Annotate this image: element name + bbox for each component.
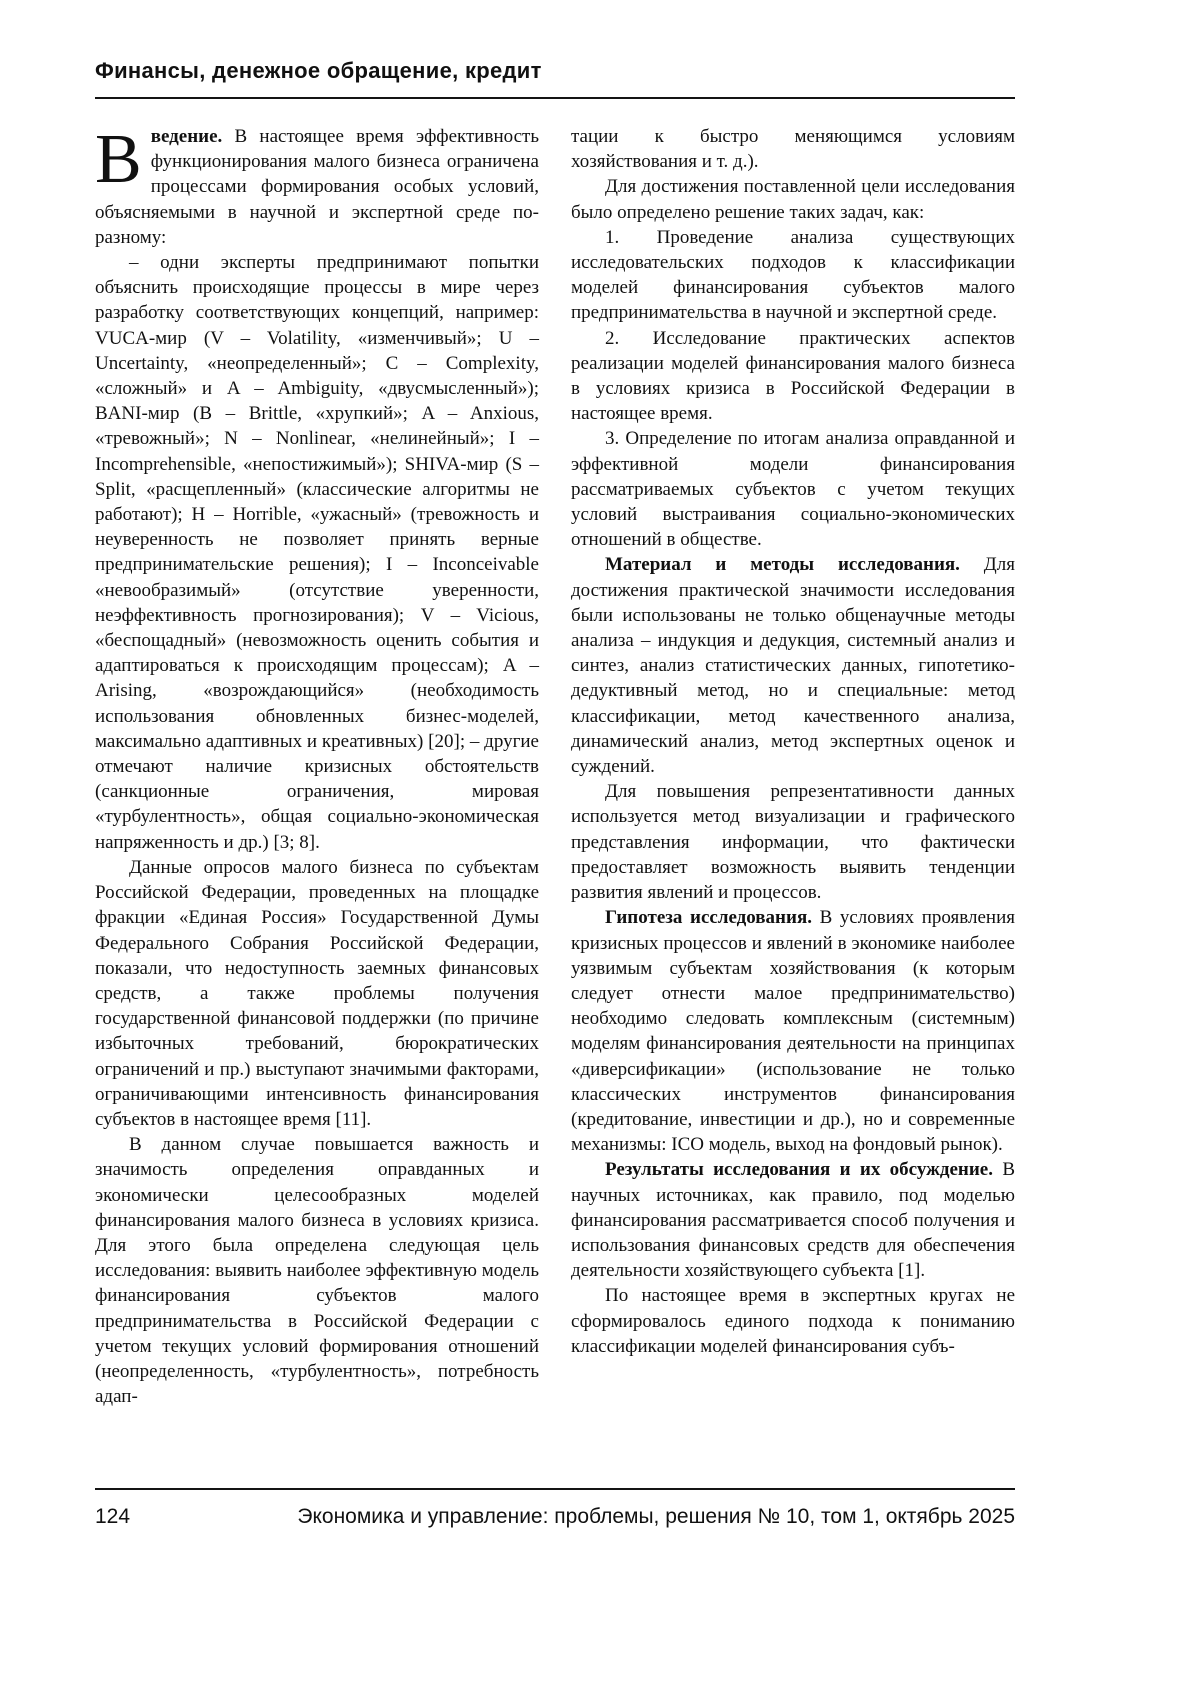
- paragraph: 3. Определение по итогам анализа оправданной и эффективной модели финансирования рассматриваемых субъектов с учетом текущих условий выстраивания социально-экономических отношений в обществе.: [571, 428, 1015, 551]
- paragraph: В данном случае повышается важность и значимость определения оправданных и экономически целесообразных моделей финансирования малого бизнеса в условиях кризиса. Для этого была определена следующая цель исследования: выявить наиболее эффективную модель финансирования субъектов малого предпринимательства в Российской Федерации с учетом текущих условий формирования отношений (неопределенность, «турбулентность», потребность адап-: [95, 1134, 539, 1408]
- paragraph: 2. Исследование практических аспектов реализации моделей финансирования малого бизнеса в условиях кризиса в Российской Федерации в настоящее время.: [571, 327, 1015, 425]
- article-body: [95, 124, 1015, 1464]
- paragraph: Для достижения поставленной цели исследования было определено решение таких задач, как:: [571, 176, 1015, 223]
- right-column: [571, 124, 1015, 1464]
- page-footer: [95, 1488, 1015, 1529]
- paragraph: Для повышения репрезентативности данных используется метод визуализации и графического представления информации, что фактически предоставляет возможность выявить тенденции развития явлений и процессов.: [571, 781, 1015, 904]
- paragraph-lead: ведение.: [150, 126, 223, 147]
- paragraph: Данные опросов малого бизнеса по субъектам Российской Федерации, проведенных на площадке фракции «Единая Россия» Государственной Думы Федерального Собрания Российской Федерации, показали, что недоступность заемных финансовых средств, а также проблемы получения государственной финансовой поддержки (по причине избыточных требований, бюрократических ограничений и пр.) выступают значимыми факторами, ограничивающими интенсивность финансирования субъектов в настоящее время [11].: [95, 856, 539, 1130]
- paragraph: По настоящее время в экспертных кругах не сформировалось единого подхода к пониманию классификации моделей финансирования субъ-: [571, 1285, 1015, 1357]
- page-number: 124: [95, 1505, 131, 1528]
- paragraph: Материал и методы исследования. Для достижения практической значимости исследования были использованы не только общенаучные методы анализа – индукция и дедукция, системный анализ и синтез, анализ статистических данных, гипотетико-дедуктивный метод, но и специальные: метод классификации, метод качественного анализа, динамический анализ, метод экспертных оценок и суждений.: [571, 554, 1015, 778]
- paragraph-lead: Гипотеза исследования.: [605, 907, 812, 929]
- paragraph: Результаты исследования и их обсуждение. В научных источниках, как правило, под моделью финансирования рассматривается способ получения и использования финансовых средств для обеспечения деятельности хозяйствующего субъекта [1].: [571, 1159, 1015, 1282]
- section-running-head: Финансы, денежное обращение, кредит: [95, 58, 1015, 99]
- paragraph: тации к быстро меняющимся условиям хозяйствования и т. д.).: [571, 126, 1015, 173]
- left-column: [95, 124, 539, 1464]
- paragraph: Гипотеза исследования. В условиях проявления кризисных процессов и явлений в экономике наиболее уязвимым субъектам хозяйствования (к которым следует отнести малое предпринимательство) необходимо следовать комплексным (системным) моделям финансирования деятельности на принципах «диверсификации» (использование не только классических инструментов финансирования (кредитование, инвестиции и др.), но и современные механизмы: ICO модель, выход на фондовый рынок).: [571, 907, 1015, 1156]
- paragraph-lead: Материал и методы исследования.: [605, 554, 960, 576]
- drop-cap: В: [95, 124, 142, 198]
- paragraph: – одни эксперты предпринимают попытки объяснить происходящие процессы в мире через разработку соответствующих концепций, например: VUCA-мир (V – Volatility, «изменчивый»; U – Uncertainty, «неопределенный»; C – Complexity, «сложный» и A – Ambiguity, «двусмысленный»); BANI-мир (B – Brittle, «хрупкий»; A – Anxious, «тревожный»; N – Nonlinear, «нелинейный»; I – Incomprehensible, «непостижимый»); SHIVA-мир (S – Split, «расщепленный» (классические алгоритмы не работают); H – Horrible, «ужасный» (тревожность и неуверенность не позволяет принять верные предпринимательские решения); I – Inconceivable «невообразимый» (отсутствие уверенности, неэффективность прогнозирования); V – Vicious, «беспощадный» (невозможность оценить события и адаптироваться к происходящим процессам); A – Arising, «возрождающийся» (необходимость использования обновленных бизнес-моделей, максимально адаптивных и креативных) [20]; – другие отмечают наличие кризисных обстоятельств (санкционные ограничения, мировая «турбулентность», общая социально-экономическая напряженность и др.) [3; 8].: [95, 252, 539, 853]
- paragraph-lead: Результаты исследования и их обсуждение.: [605, 1159, 993, 1181]
- journal-title-line: Экономика и управление: проблемы, решения № 10, том 1, октябрь 2025: [297, 1505, 1015, 1528]
- paragraph: Введение. В настоящее время эффективность функционирования малого бизнеса ограничена процессами формирования особых условий, объясняемыми в научной и экспертной среде по-разному:: [95, 124, 539, 248]
- paragraph: 1. Проведение анализа существующих исследовательских подходов к классификации моделей финансирования субъектов малого предпринимательства в научной и экспертной среде.: [571, 226, 1015, 324]
